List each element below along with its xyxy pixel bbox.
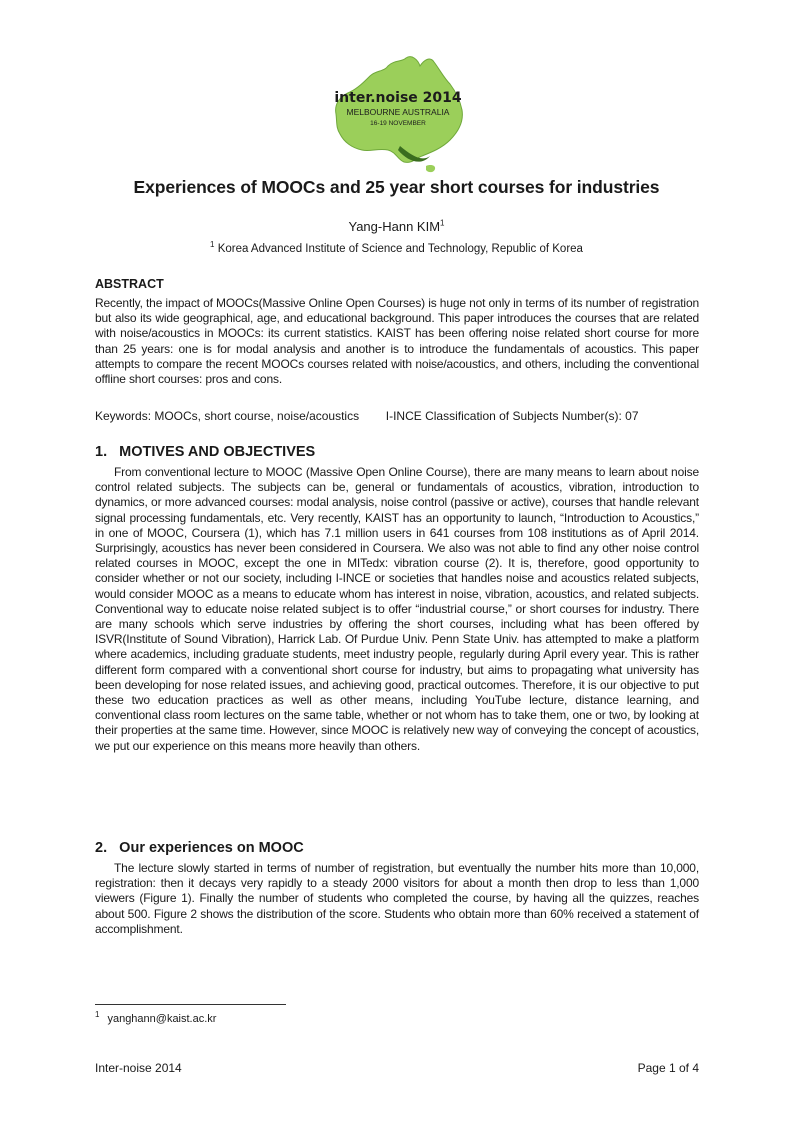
author-line xyxy=(0,219,793,234)
affiliation-line xyxy=(0,240,793,255)
section-2-text: The lecture slowly started in terms of number of registration, but eventually the number hits more than 10,000, registration: then it decays very rapidly to a steady 2000 visitors for about a month then drop to less than 1,000 viewers (Figure 1). Finally the number of students who completed the course, by having all the quizzes, reaches about 500. Figure 2 shows the distribution of the score. Students who obtain more than 60% received a statement of accomplishment. xyxy=(95,861,699,936)
logo-brand-text: inter.noise 2014 xyxy=(334,90,462,106)
footer-page-number: Page 1 of 4 xyxy=(637,1061,699,1075)
footnote-divider xyxy=(95,1004,286,1005)
conference-logo xyxy=(322,52,472,174)
affiliation-text: Korea Advanced Institute of Science and Technology, Republic of Korea xyxy=(217,243,583,255)
author-name: Yang-Hann KIM xyxy=(348,219,441,234)
keywords-line xyxy=(95,409,699,423)
abstract-heading: ABSTRACT xyxy=(95,277,164,291)
affiliation-mark: 1 xyxy=(210,240,215,250)
paper-title: Experiences of MOOCs and 25 year short courses for industries xyxy=(133,177,660,197)
keywords-text: Keywords: MOOCs, short course, noise/acoustics xyxy=(95,409,360,423)
section-2-heading: 2. Our experiences on MOOC xyxy=(95,840,304,856)
logo-dates-text: 16-19 NOVEMBER xyxy=(370,120,426,127)
classification-text: I-INCE Classification of Subjects Number(s): 07 xyxy=(385,409,639,423)
author-affiliation-mark: 1 xyxy=(440,218,445,228)
logo-location-text: MELBOURNE AUSTRALIA xyxy=(346,107,450,117)
abstract-text: Recently, the impact of MOOCs(Massive Online Open Courses) is huge not only in terms of its number of registration but also its wide geographical, age, and educational background. This paper introduces the courses that are related with noise/acoustics in MOOCs: its current statistics. KAIST has been offering noise related short course for more than 25 years: one is for modal analysis and another is to introduce the fundamentals of acoustics. This paper attempts to compare the recent MOOCs courses related with noise/acoustics, and others, including the conventional offline short courses: pros and cons. xyxy=(95,296,699,387)
footnote-mark: 1 xyxy=(95,1010,100,1020)
section-1-heading: 1. MOTIVES AND OBJECTIVES xyxy=(95,444,316,460)
footnote xyxy=(95,1010,217,1025)
tasmania-shape xyxy=(426,165,435,172)
footer-conference: Inter-noise 2014 xyxy=(95,1061,182,1075)
section-1-text: From conventional lecture to MOOC (Massive Open Online Course), there are many means to learn about noise control related subjects. The subjects can be, general or fundamentals of acoustics, vibration, introduction to dynamics, or more advanced courses: modal analysis, noise control (passive or active), courses that handle relevant signal processing fundamentals, etc. Very recently, KAIST has an opportunity to launch, “Introduction to Acoustics,” in one of MOOC, Coursera (1), which has 7.1 million users in 641 courses from 108 institutions as of April 2014. Surprisingly, acoustics has never been considered in Coursera. We also was not able to find any other noise control related courses in MOOC, except the one in MITedx: vibration course (2). It is, therefore, good opportunity to consider whether or not our society, including I-INCE or societies that handles noise and acoustics related subjects, would consider MOOC as a means to educate whom has interest in noise, vibration, acoustics, and related subjects. Conventional way to educate noise related subject is to offer “industrial course,” or short courses for industry. There are many schools which serve industries by offering the short courses, including what has been offered by ISVR(Institute of Sound Vibration), Harrick Lab. Of Purdue Univ. Penn State Univ. has attempted to make a platform where academics, including graduate students, meet industry people, regularly during April every year. This is rather different form compared with a conventional short course for industry, but aims to propagating what university has been developing for nose related issues, and achieving good, practical outcomes. Therefore, it is our objective to put these two education practices as well as other means, including YouTube lecture, distance learning, and conventional class room lectures on the same table, whether or not whom has to take them, one or two, by looking at their properties at the same time. However, since MOOC is relatively new way of conveying the concept of acoustics, we put our experience on this means more heavily than others. xyxy=(95,465,699,753)
footnote-email: yanghann@kaist.ac.kr xyxy=(107,1013,217,1025)
